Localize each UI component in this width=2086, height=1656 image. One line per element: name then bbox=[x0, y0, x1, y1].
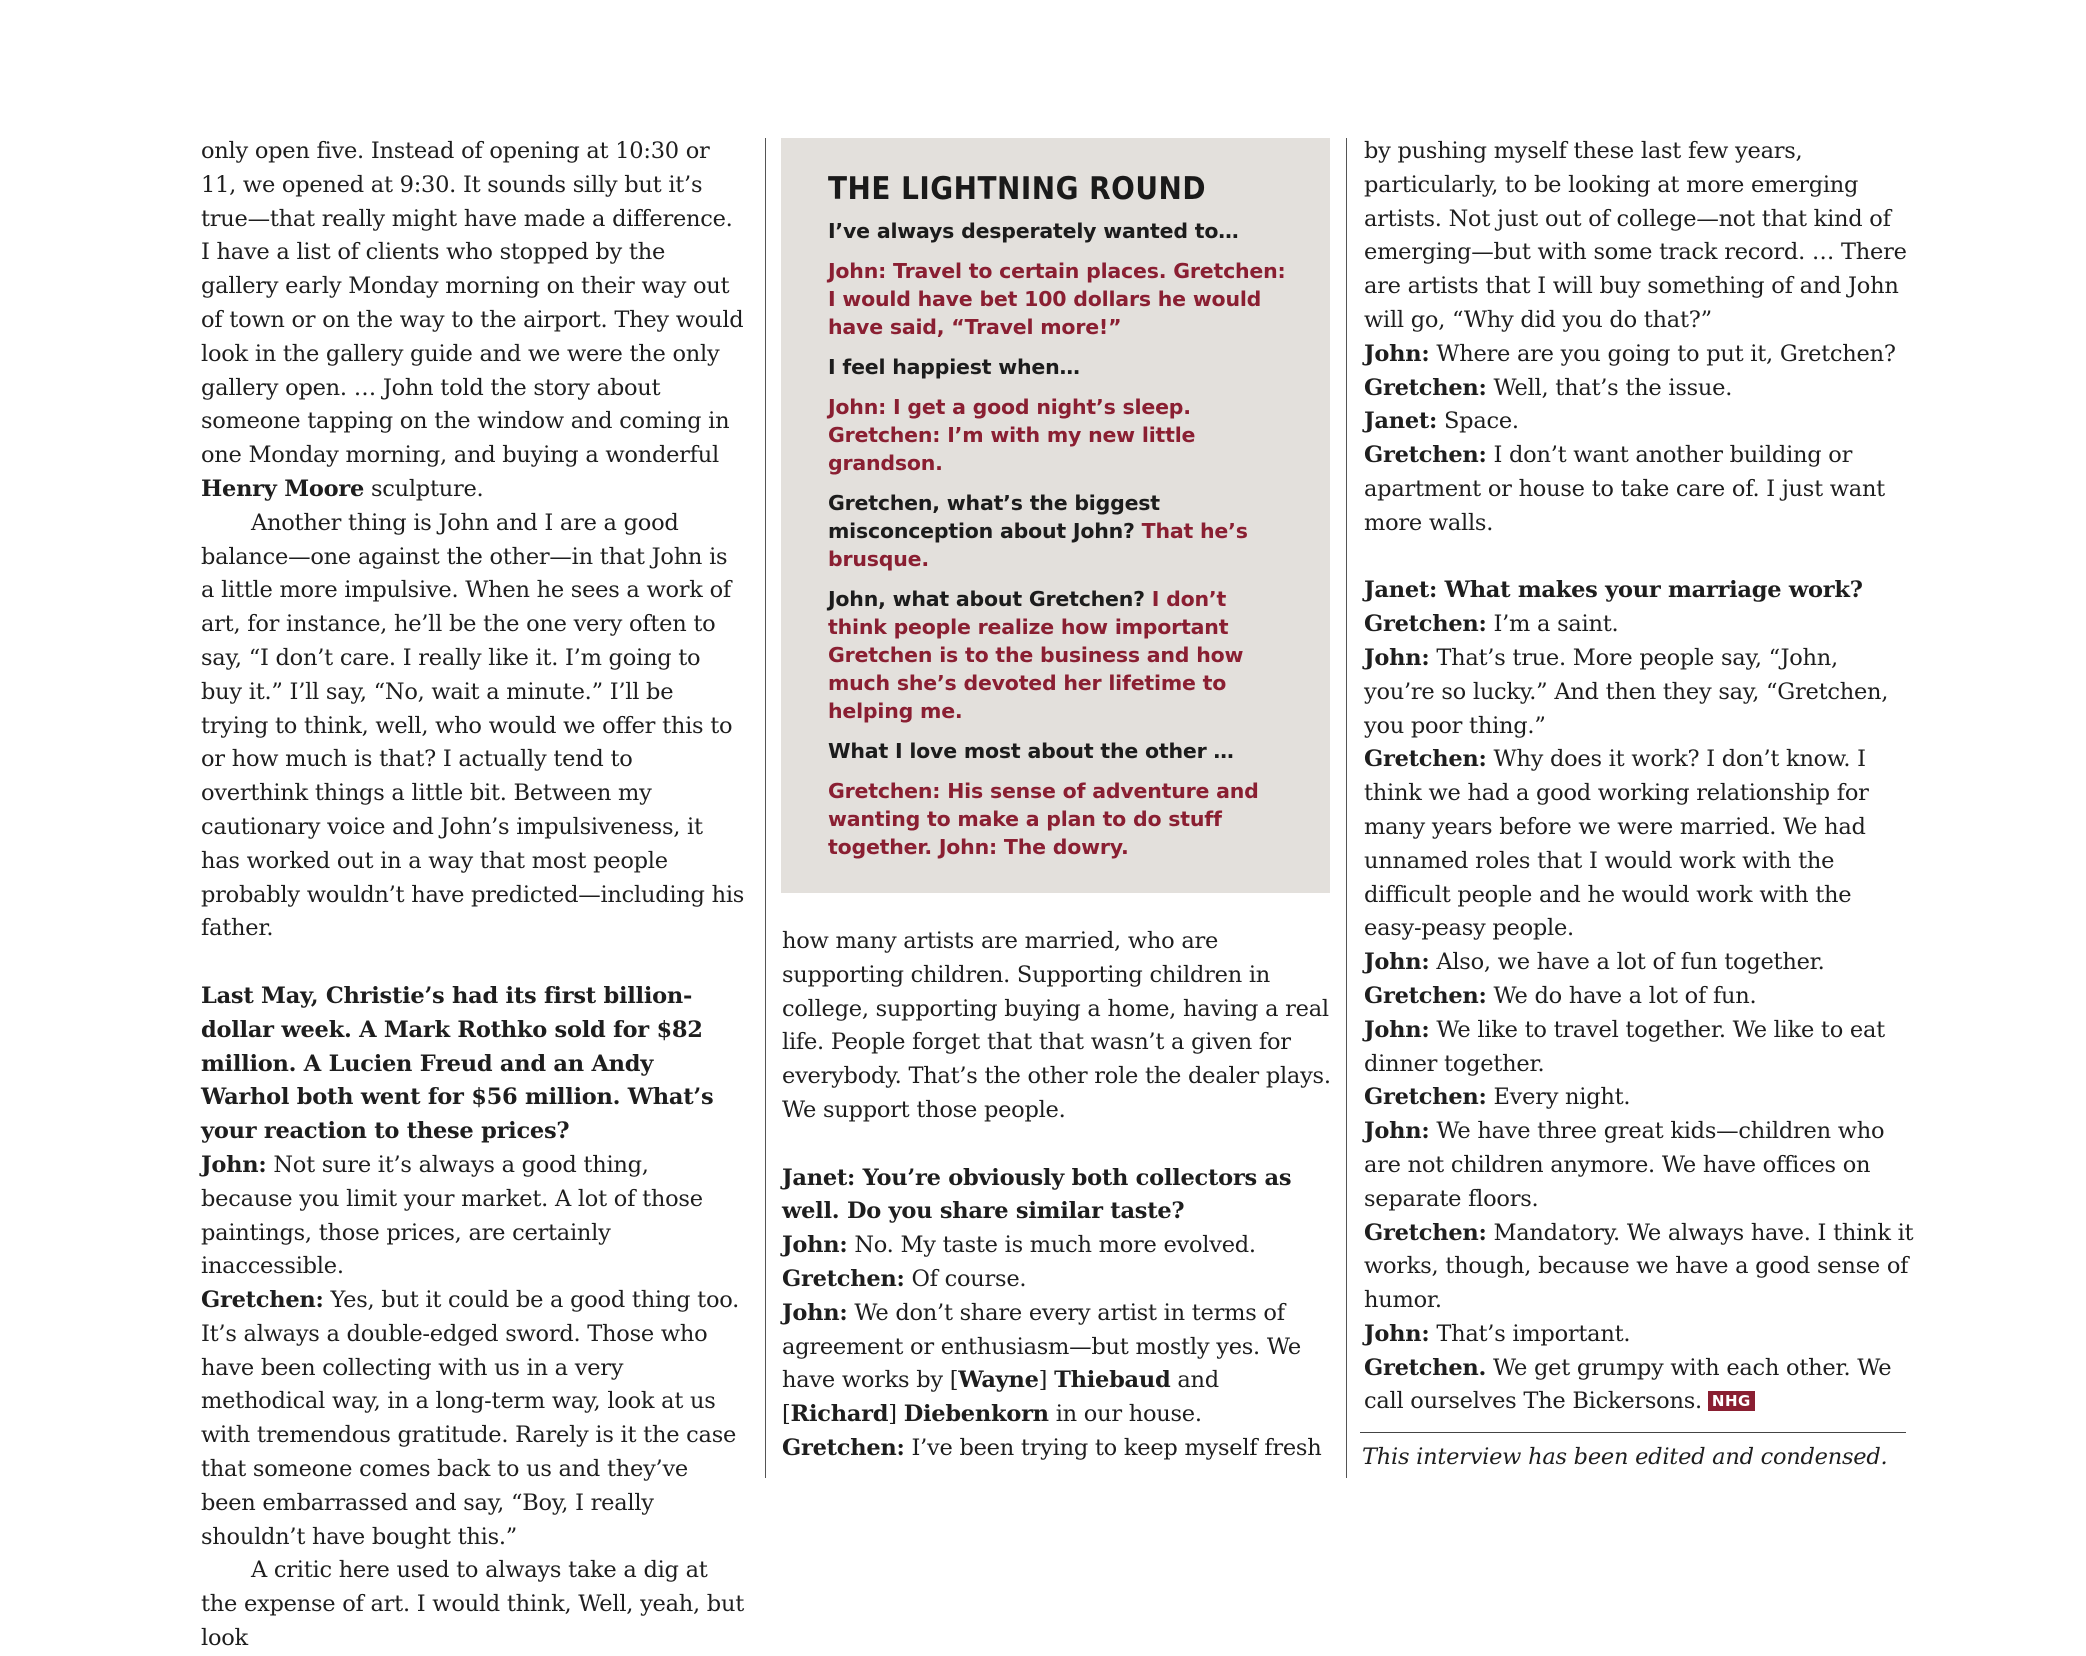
sidebar-title: THE LIGHTNING ROUND bbox=[828, 171, 1206, 207]
speaker-name: Gretchen: bbox=[1364, 1084, 1487, 1111]
dialogue-line: Gretchen: Mandatory. We always have. I think it works, though, because we have a good sense of humor. bbox=[1364, 1219, 1914, 1314]
column-3 bbox=[1364, 135, 1914, 1419]
speaker-name: Gretchen: bbox=[1364, 746, 1487, 773]
dialogue-line: Gretchen: Of course. bbox=[782, 1265, 1027, 1292]
dialogue-line: John: Not sure it’s always a good thing, because you limit your market. A lot of those paintings, those prices, are certainly inaccessible. bbox=[201, 1151, 703, 1280]
speaker-name: John: bbox=[1364, 644, 1430, 671]
speaker-name: John: bbox=[201, 1151, 267, 1178]
dialogue-line: Gretchen: I’ve been trying to keep myself fresh bbox=[782, 1434, 1322, 1461]
body-paragraph: A critic here used to always take a dig at the expense of art. I would think, Well, yeah, but look bbox=[201, 1557, 744, 1652]
sidebar-item: I’ve always desperately wanted to… bbox=[828, 219, 1239, 243]
speaker-name: Gretchen: bbox=[1364, 442, 1487, 469]
speaker-name: Gretchen: bbox=[201, 1287, 324, 1314]
sidebar-item: What I love most about the other … bbox=[828, 739, 1234, 763]
dialogue-line: Gretchen: We do have a lot of fun. bbox=[1364, 982, 1757, 1009]
speaker-name: John: bbox=[1364, 1320, 1430, 1347]
column-divider bbox=[1346, 138, 1347, 1478]
speaker-name: Gretchen: bbox=[1364, 374, 1487, 401]
sidebar-item: Gretchen, what’s the biggest misconception about John? That he’s brusque. bbox=[828, 491, 1248, 571]
lightning-round-sidebar bbox=[781, 138, 1330, 893]
sidebar-item: John: Travel to certain places. Gretchen: I would have bet 100 dollars he would have said, “Travel more!” bbox=[828, 259, 1286, 339]
speaker-name: John: bbox=[782, 1299, 848, 1326]
interview-question: Last May, Christie’s had its first billion-dollar week. A Mark Rothko sold for $82 million. A Lucien Freud and an Andy Warhol both went for $56 million. What’s your reaction to these prices? bbox=[201, 982, 714, 1145]
dialogue-line: Gretchen: I’m a saint. bbox=[1364, 611, 1619, 638]
column-1 bbox=[201, 135, 746, 1656]
speaker-name: Gretchen: bbox=[1364, 1219, 1487, 1246]
dialogue-line: John: Where are you going to put it, Gretchen? bbox=[1364, 340, 1896, 367]
body-paragraph: Another thing is John and I are a good balance—one against the other—in that John is a little more impulsive. When he sees a work of art, for instance, he’ll be the one very often to say, “I don’t care. I really like it. I’m going to buy it.” I’ll say, “No, wait a minute.” I’ll be trying to think, well, who would we offer this to or how much is that? I actually tend to overthink things a little bit. Between my cautionary voice and John’s impulsiveness, it has worked out in a way that most people probably wouldn’t have predicted—including his father. bbox=[201, 509, 745, 942]
interview-question: Janet: You’re obviously both collectors as well. Do you share similar taste? bbox=[782, 1164, 1292, 1225]
speaker-name: John: bbox=[1364, 340, 1430, 367]
speaker-name: John: bbox=[1364, 949, 1430, 976]
dialogue-line: Gretchen: I don’t want another building or apartment or house to take care of. I just want more walls. bbox=[1364, 442, 1885, 536]
dialogue-line: Janet: Space. bbox=[1364, 408, 1519, 435]
speaker-name: Gretchen. bbox=[1364, 1354, 1487, 1381]
body-paragraph: only open five. Instead of opening at 10:30 or 11, we opened at 9:30. It sounds silly but it’s true—that really might have made a difference. I have a list of clients who stopped by the gallery early Monday morning on their way out of town or on the way to the airport. They would look in the gallery guide and we were the only gallery open. … John told the story about someone tapping on the window and coming in one Monday morning, and buying a wonderful Henry Moore sculpture. bbox=[201, 138, 744, 502]
dialogue-line: Gretchen: Every night. bbox=[1364, 1084, 1631, 1111]
dialogue-line: John: That’s important. bbox=[1364, 1320, 1631, 1347]
sidebar-item: I feel happiest when… bbox=[828, 355, 1080, 379]
speaker-name: John: bbox=[1364, 1118, 1430, 1145]
dialogue-line: Gretchen: Yes, but it could be a good thing too. It’s always a double-edged sword. Those who have been collecting with us in a very methodical way, in a long-term way, look at us with tremendous gratitude. Rarely is it the case that someone comes back to us and they’ve been embarrassed and say, “Boy, I really shouldn’t have bought this.” bbox=[201, 1287, 740, 1550]
nhg-logo: NHG bbox=[1708, 1391, 1755, 1411]
speaker-name: Gretchen: bbox=[1364, 611, 1487, 638]
sidebar-item: Gretchen: His sense of adventure and wanting to make a plan to do stuff together. John: The dowry. bbox=[828, 779, 1259, 859]
interview-question: Janet: What makes your marriage work? bbox=[1364, 577, 1863, 604]
dialogue-line: John: No. My taste is much more evolved. bbox=[782, 1232, 1256, 1259]
speaker-name: Gretchen: bbox=[782, 1265, 905, 1292]
dialogue-line: John: We have three great kids—children who are not children anymore. We have offices on separate floors. bbox=[1364, 1118, 1885, 1212]
dialogue-line: Gretchen: Well, that’s the issue. bbox=[1364, 374, 1733, 401]
dialogue-line: Gretchen. We get grumpy with each other. We call ourselves The Bickersons. NHG bbox=[1364, 1354, 1892, 1415]
dialogue-line: John: Also, we have a lot of fun together. bbox=[1364, 949, 1825, 976]
body-paragraph: how many artists are married, who are supporting children. Supporting children in college, supporting buying a home, having a real life. People forget that that wasn’t a given for everybody. That’s the other role the dealer plays. We support those people. bbox=[782, 928, 1331, 1123]
dialogue-line: John: We don’t share every artist in terms of agreement or enthusiasm—but mostly yes. We have works by [Wayne] Thiebaud and [Richard] Diebenkorn in our house. bbox=[782, 1299, 1301, 1428]
speaker-name: Gretchen: bbox=[1364, 982, 1487, 1009]
speaker-name: John: bbox=[782, 1232, 848, 1259]
speaker-name: Gretchen: bbox=[782, 1434, 905, 1461]
speaker-name: John: bbox=[1364, 1016, 1430, 1043]
speaker-name: Janet: bbox=[1364, 408, 1438, 435]
artist-name: Henry Moore bbox=[201, 475, 365, 502]
editor-note: This interview has been edited and condensed. bbox=[1362, 1444, 1888, 1470]
footnote-rule bbox=[1360, 1432, 1906, 1433]
dialogue-line: John: That’s true. More people say, “John, you’re so lucky.” And then they say, “Gretchen, you poor thing.” bbox=[1364, 644, 1889, 739]
body-paragraph: by pushing myself these last few years, particularly, to be looking at more emerging artists. Not just out of college—not that kind of emerging—but with some track record. … There are artists that I will buy something of and John will go, “Why did you do that?” bbox=[1364, 138, 1907, 333]
sidebar-item: John: I get a good night’s sleep. Gretchen: I’m with my new little grandson. bbox=[828, 395, 1196, 475]
column-divider bbox=[765, 138, 766, 1478]
column-2 bbox=[782, 925, 1332, 1466]
dialogue-line: John: We like to travel together. We like to eat dinner together. bbox=[1364, 1016, 1885, 1077]
sidebar-item: John, what about Gretchen? I don’t think people realize how important Gretchen is to the business and how much she’s devoted her lifetime to helping me. bbox=[828, 587, 1244, 723]
dialogue-line: Gretchen: Why does it work? I don’t know. I think we had a good working relationship for many years before we were married. We had unnamed roles that I would work with the difficult people and he would work with the easy-peasy people. bbox=[1364, 746, 1869, 942]
